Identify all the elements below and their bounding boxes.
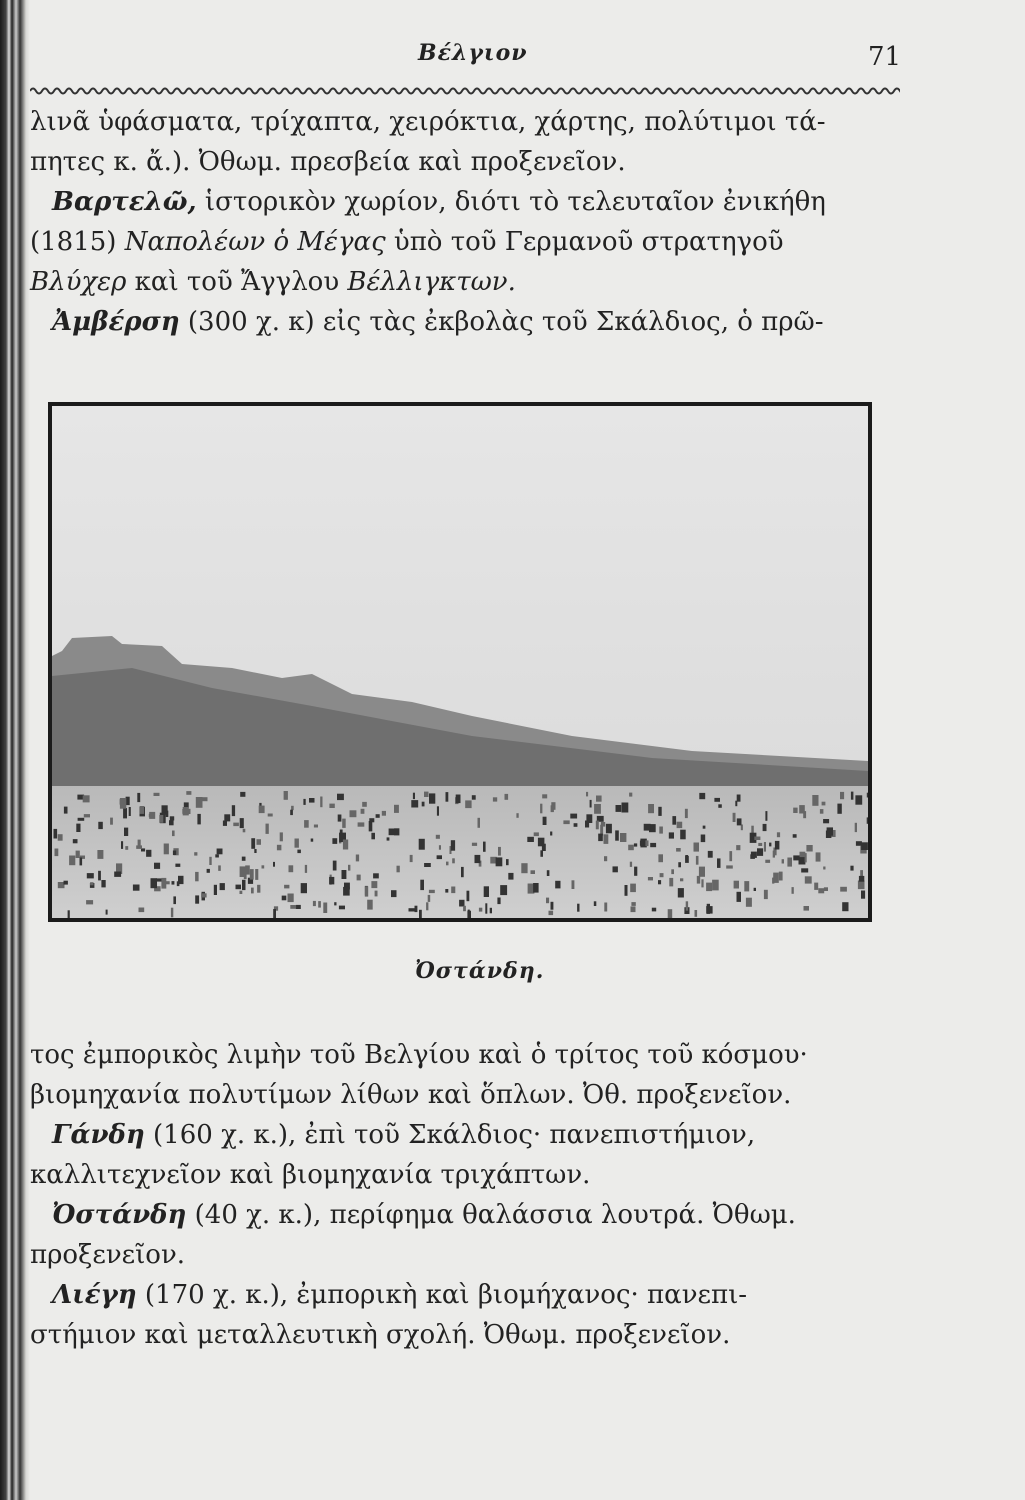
bottom-text-block bbox=[30, 1035, 910, 1355]
running-title: Βέλγιον bbox=[418, 40, 528, 66]
page-header bbox=[0, 38, 1025, 78]
ostend-beach-photo bbox=[48, 402, 872, 922]
entry-title: Ἀμβέρση bbox=[52, 307, 180, 337]
top-text-block bbox=[30, 102, 910, 342]
decorative-wavy-rule bbox=[30, 84, 900, 98]
entry-title: Ὀστάνδη bbox=[52, 1200, 187, 1230]
text-line: στήμιον καὶ μεταλλευτικὴ σχολή. Ὀθωμ. προξενεῖον. bbox=[30, 1320, 731, 1350]
text-line: πητες κ. ἄ.). Ὀθωμ. πρεσβεία καὶ προξενεῖον. bbox=[30, 147, 626, 177]
entry-title: Λιέγη bbox=[52, 1280, 137, 1310]
book-binding-edge bbox=[0, 0, 30, 1500]
text-line: προξενεῖον. bbox=[30, 1240, 186, 1270]
entry-title: Βαρτελῶ, bbox=[52, 187, 197, 217]
text-line: λινᾶ ὑφάσματα, τρίχαπτα, χειρόκτια, χάρτης, πολύτιμοι τά- bbox=[30, 107, 826, 137]
entry-waterloo: Βαρτελῶ, ἱστορικὸν χωρίον, διότι τὸ τελευταῖον ἐνικήθη bbox=[52, 187, 826, 217]
page-number: 71 bbox=[868, 42, 902, 72]
text-line: (1815) Ναπολέων ὁ Μέγας ὑπὸ τοῦ Γερμανοῦ στρατηγοῦ bbox=[30, 227, 784, 257]
entry-ghent: Γάνδη (160 χ. κ.), ἐπὶ τοῦ Σκάλδιος· πανεπιστήμιον, bbox=[52, 1120, 756, 1150]
entry-title: Γάνδη bbox=[52, 1120, 145, 1150]
entry-ostend: Ὀστάνδη (40 χ. κ.), περίφημα θαλάσσια λουτρά. Ὀθωμ. bbox=[52, 1200, 796, 1230]
text-line: τος ἐμπορικὸς λιμὴν τοῦ Βελγίου καὶ ὁ τρίτος τοῦ κόσμου· bbox=[30, 1040, 808, 1070]
figure-caption: Ὀστάνδη. bbox=[415, 958, 545, 984]
entry-liege: Λιέγη (170 χ. κ.), ἐμπορικὴ καὶ βιομήχανος· πανεπι- bbox=[52, 1280, 748, 1310]
text-line: Βλύχερ καὶ τοῦ Ἄγγλου Βέλλιγκτων. bbox=[30, 267, 516, 297]
beach-scene-illustration bbox=[52, 406, 868, 918]
text-line: βιομηχανία πολυτίμων λίθων καὶ ὅπλων. Ὀθ. προξενεῖον. bbox=[30, 1080, 792, 1110]
entry-antwerp: Ἀμβέρση (300 χ. κ) εἰς τὰς ἐκβολὰς τοῦ Σκάλδιος, ὁ πρῶ- bbox=[52, 307, 824, 337]
text-line: καλλιτεχνεῖον καὶ βιομηχανία τριχάπτων. bbox=[30, 1160, 591, 1190]
